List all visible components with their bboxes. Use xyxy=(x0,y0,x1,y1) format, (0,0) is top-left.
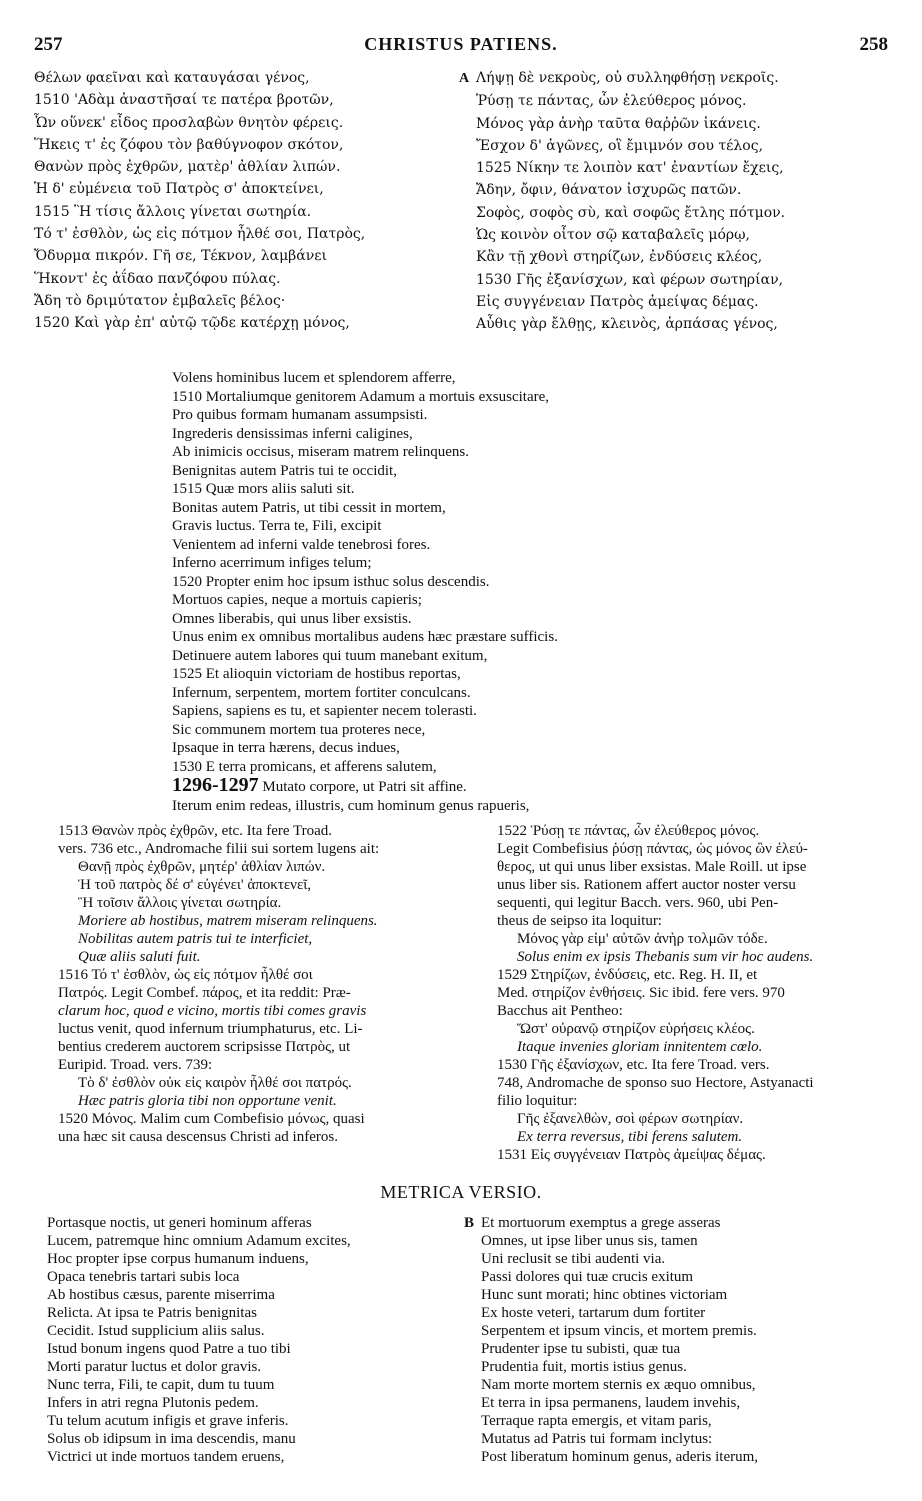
note-line: Ex terra reversus, tibi ferens salutem. xyxy=(517,1129,743,1145)
latin-verse: Ab inimicis occisus, miseram matrem relinquens. xyxy=(172,444,470,460)
note-line: Moriere ab hostibus, matrem miseram relinquens. xyxy=(78,913,378,929)
greek-verse: Ἄδην, ὄφιν, θάνατον ἰσχυρῶς πατῶν. xyxy=(476,182,742,199)
note-line: Bacchus ait Pentheo: xyxy=(497,1003,623,1019)
metrica-verse: Istud bonum ingens quod Patre a tuo tibi xyxy=(47,1341,291,1357)
latin-verse: Pro quibus formam humanam assumpsisti. xyxy=(172,407,428,423)
metrica-verse: Prudentia fuit, mortis istius genus. xyxy=(481,1359,687,1375)
note-line: Πατρός. Legit Combef. πάρος, et ita reddit: Præ- xyxy=(58,985,351,1001)
note-line: Solus enim ex ipsis Thebanis sum vir hoc audens. xyxy=(517,949,814,965)
note-line: 1516 Τό τ' ἐσθλὸν, ὡς εἰς πότμον ἦλθέ σοι xyxy=(58,967,313,983)
note-line: 1531 Εἰς συγγένειαν Πατρὸς ἀμείψας δέμας. xyxy=(497,1147,766,1163)
metrica-verse: Tu telum acutum infigis et grave inferis. xyxy=(47,1413,289,1429)
section-marker-a: A xyxy=(459,71,470,86)
note-line: bentius crederem auctorem scripsisse Πατρὸς, ut xyxy=(58,1039,351,1055)
greek-text-right-column xyxy=(459,67,889,336)
metrica-verse: Nam morte mortem sternis ex æquo omnibus, xyxy=(481,1377,756,1393)
note-line: Τὸ δ' ἐσθλὸν οὐκ εἰς καιρὸν ἦλθέ σοι πατρός. xyxy=(78,1075,352,1091)
metrica-verse: Omnes, ut ipse liber unus sis, tamen xyxy=(481,1233,698,1249)
metrica-right-column xyxy=(464,1214,904,1466)
note-line: Μόνος γὰρ εἰμ' αὐτῶν ἀνὴρ τολμῶν τόδε. xyxy=(517,931,768,947)
greek-verse: Ῥύσῃ τε πάντας, ὧν ἐλεύθερος μόνος. xyxy=(476,93,747,110)
note-line: Hæc patris gloria tibi non opportune venit. xyxy=(78,1093,337,1109)
greek-verse: Ὡς κοινὸν οἶτον σῷ καταβαλεῖς μόρῳ, xyxy=(476,227,750,244)
note-line: filio loquitur: xyxy=(497,1093,578,1109)
metrica-verse: Uni reclusit se tibi audenti via. xyxy=(481,1251,666,1267)
metrica-left-column xyxy=(47,1214,465,1466)
latin-verse: Unus enim ex omnibus mortalibus audens hæc præstare sufficis. xyxy=(172,629,558,645)
greek-verse: Σοφὸς, σοφὸς σὺ, καὶ σοφῶς ἔτλης πότμον. xyxy=(476,204,786,221)
notes-left-column xyxy=(58,822,466,1146)
greek-verse: 1530 Γῆς ἐξανίσχων, καὶ φέρων σωτηρίαν, xyxy=(476,271,784,288)
latin-verse: Iterum enim redeas, illustris, cum hominum genus rapueris, xyxy=(172,797,530,814)
note-line: 1522 Ῥύσῃ τε πάντας, ὧν ἐλεύθερος μόνος. xyxy=(497,823,760,839)
note-line: Quæ aliis saluti fuit. xyxy=(78,949,201,965)
latin-verse: 1525 Et alioquin victoriam de hostibus reportas, xyxy=(172,666,461,682)
greek-verse: Θανὼν πρὸς ἐχθρῶν, ματὲρ' ἀθλίαν λιπών. xyxy=(34,159,341,176)
greek-verse: 1515 Ἣ τίσις ἄλλοις γίνεται σωτηρία. xyxy=(34,203,312,220)
metrica-verse: Post liberatum hominum genus, aderis iterum, xyxy=(481,1449,759,1465)
note-line: Nobilitas autem patris tui te interficiet, xyxy=(78,931,313,947)
latin-verse: 1515 Quæ mors aliis saluti sit. xyxy=(172,481,355,497)
note-line: Ὥστ' οὐρανῷ στηρίζον εὑρήσεις κλέος. xyxy=(517,1021,755,1037)
latin-verse: Sapiens, sapiens es tu, et sapienter necem tolerasti. xyxy=(172,703,477,719)
metrica-verse: Serpentem et ipsum vincis, et mortem premis. xyxy=(481,1323,757,1339)
note-line: Γῆς ἐξανελθὼν, σοὶ φέρων σωτηρίαν. xyxy=(517,1111,744,1127)
greek-verse: Ὧν οὕνεκ' εἶδος προσλαβὼν θνητὸν φέρεις. xyxy=(34,114,344,131)
note-line: Itaque invenies gloriam innitentem cœlo. xyxy=(517,1039,763,1055)
note-line: Legit Combefisius ῥύσῃ πάντας, ὡς μόνος ὢν ἐλεύ- xyxy=(497,841,808,857)
metrica-verse: Ab hostibus cæsus, parente miserrima xyxy=(47,1287,275,1303)
latin-verse: Gravis luctus. Terra te, Fili, excipit xyxy=(172,518,382,534)
greek-verse: Ἄδη τὸ δριμύτατον ἐμβαλεῖς βέλος· xyxy=(34,292,286,309)
note-line: unus liber sis. Rationem affert auctor noster versu xyxy=(497,877,796,893)
greek-verse: Ἡ δ' εὐμένεια τοῦ Πατρὸς σ' ἀποκτείνει, xyxy=(34,181,324,198)
metrica-verse: Relicta. At ipsa te Patris benignitas xyxy=(47,1305,257,1321)
greek-verse: Λήψῃ δὲ νεκροὺς, οὐ συλληφθήσῃ νεκροῖς. xyxy=(476,70,779,86)
greek-verse: Θέλων φαεῖναι καὶ καταυγάσαι γένος, xyxy=(34,70,310,86)
latin-verse: 1530 E terra promicans, et afferens salutem, xyxy=(172,758,437,775)
latin-verse: Sic communem mortem tua proteres nece, xyxy=(172,721,426,738)
note-line: θερος, ut qui unus liber exsistas. Male Roill. ut ipse xyxy=(497,859,807,875)
note-line: theus de seipso ita loquitur: xyxy=(497,913,662,929)
greek-verse: Ἥκοντ' ἐς ἀΐδαο πανζόφου πύλας. xyxy=(34,270,281,287)
note-line: Med. στηρίζον ἐνθήσεις. Sic ibid. fere vers. 970 xyxy=(497,985,785,1001)
metrica-verse: Infers in atri regna Plutonis pedem. xyxy=(47,1395,259,1411)
latin-verse: 1510 Mortaliumque genitorem Adamum a mortuis exsuscitare, xyxy=(172,388,550,405)
section-marker-b: B xyxy=(464,1215,475,1231)
greek-verse: 1525 Νίκην τε λοιπὸν κατ' ἐναντίων ἔχεις, xyxy=(476,160,784,177)
metrica-verse: Terraque rapta emergis, et vitam paris, xyxy=(481,1413,712,1429)
note-line: Θανῇ πρὸς ἐχθρῶν, μητέρ' ἀθλίαν λιπών. xyxy=(78,859,326,875)
metrica-verse: Prudenter ipse tu subisti, quæ tua xyxy=(481,1341,681,1357)
metrica-verse: Et mortuorum exemptus a grege asseras xyxy=(481,1215,721,1231)
note-line: 1513 Θανὼν πρὸς ἐχθρῶν, etc. Ita fere Troad. xyxy=(58,823,333,839)
latin-verse: Inferno acerrimum infiges telum; xyxy=(172,555,372,571)
greek-verse: Ὄδυρμα πικρόν. Γῆ σε, Τέκνον, λαμβάνει xyxy=(34,248,327,265)
running-title: CHRISTUS PATIENS. xyxy=(364,34,558,54)
latin-verse: Benignitas autem Patris tui te occidit, xyxy=(172,462,397,479)
latin-verse: Volens hominibus lucem et splendorem afferre, xyxy=(172,370,456,386)
greek-verse: Εἰς συγγένειαν Πατρὸς ἀμείψας δέμας. xyxy=(476,293,759,310)
metrica-verse: Morti paratur luctus et dolor gravis. xyxy=(47,1359,262,1375)
greek-text-left-column xyxy=(34,67,444,335)
metrica-verse: Ex hoste veteri, tartarum dum fortiter xyxy=(481,1305,706,1321)
greek-verse: Κἂν τῇ χθονὶ στηρίζων, ἐνδύσεις κλέος, xyxy=(476,249,763,266)
note-line: 748, Andromache de sponso suo Hectore, Astyanacti xyxy=(497,1075,814,1091)
note-line: Ἣ τοῖσιν ἄλλοις γίνεται σωτηρία. xyxy=(78,895,282,911)
latin-verse: Infernum, serpentem, mortem fortiter conculcans. xyxy=(172,684,471,701)
latin-verse: Venientem ad inferni valde tenebrosi fores. xyxy=(172,536,431,553)
latin-translation xyxy=(172,369,782,815)
greek-verse: Ἥκεις τ' ἐς ζόφου τὸν βαθύγνοφον σκότον, xyxy=(34,136,344,153)
latin-verse: Detinuere autem labores qui tuum manebant exitum, xyxy=(172,647,488,664)
greek-verse: Τό τ' ἐσθλὸν, ὡς εἰς πότμον ἦλθέ σοι, Πατρὸς, xyxy=(34,226,366,243)
metrica-verse: Solus ob idipsum in ima descendis, manu xyxy=(47,1431,296,1447)
page-number-right: 258 xyxy=(859,34,888,55)
greek-verse: Ἔσχον δ' ἀγῶνες, οἳ ἔμιμνόν σου τέλος, xyxy=(476,137,764,154)
note-line: 1520 Μόνος. Malim cum Combefisio μόνως, quasi xyxy=(58,1111,365,1127)
metrica-verse: Portasque noctis, ut generi hominum afferas xyxy=(47,1215,312,1231)
metrica-versio-heading: METRICA VERSIO. xyxy=(380,1182,542,1202)
metrica-verse: Et terra in ipsa permanens, laudem invehis, xyxy=(481,1395,741,1411)
metrica-verse: Mutatus ad Patris tui formam inclytus: xyxy=(481,1431,713,1447)
note-line: 1530 Γῆς ἐξανίσχων, etc. Ita fere Troad. vers. xyxy=(497,1057,770,1073)
greek-verse: Αὖθις γὰρ ἔλθῃς, κλεινὸς, ἁρπάσας γένος, xyxy=(476,316,778,333)
note-line: Ἡ τοῦ πατρὸς δέ σ' εὐγένει' ἀποκτενεῖ, xyxy=(78,877,312,893)
latin-verse: Mortuos capies, neque a mortuis capieris; xyxy=(172,592,422,608)
latin-verse: Ipsaque in terra hærens, decus indues, xyxy=(172,740,400,756)
latin-verse: Bonitas autem Patris, ut tibi cessit in mortem, xyxy=(172,499,446,516)
note-line: 1529 Στηρίζων, ἐνδύσεις, etc. Reg. H. II, et xyxy=(497,967,758,983)
metrica-verse: Opaca tenebris tartari subis loca xyxy=(47,1269,240,1285)
metrica-verse: Victrici ut inde mortuos tandem eruens, xyxy=(47,1449,285,1465)
greek-verse: Μόνος γὰρ ἀνὴρ ταῦτα θαῤῥῶν ἱκάνεις. xyxy=(476,115,761,132)
metrica-verse: Hunc sunt morati; hinc obtines victoriam xyxy=(481,1287,728,1303)
page-number-left: 257 xyxy=(34,34,63,55)
running-header xyxy=(34,34,888,56)
greek-verse: 1520 Καὶ γὰρ ἐπ' αὐτῷ τῷδε κατέρχῃ μόνος, xyxy=(34,315,350,332)
latin-verse: Ingrederis densissimas inferni caligines, xyxy=(172,425,413,442)
metrica-verse: Passi dolores qui tuæ crucis exitum xyxy=(481,1269,694,1285)
latin-verse: Mutato corpore, ut Patri sit affine. xyxy=(262,779,467,795)
note-line: luctus venit, quod infernum triumphaturus, etc. Li- xyxy=(58,1021,363,1037)
note-line: una hæc sit causa descensus Christi ad inferos. xyxy=(58,1129,338,1145)
note-line: clarum hoc, quod e vicino, mortis tibi comes gravis xyxy=(58,1003,367,1019)
note-line: vers. 736 etc., Andromache filii sui sortem lugens ait: xyxy=(58,841,380,857)
metrica-verse: Hoc propter ipse corpus humanum induens, xyxy=(47,1251,309,1267)
latin-verse: Omnes liberabis, qui unus liber exsistis. xyxy=(172,610,412,627)
greek-verse: 1510 'Αδὰμ ἀναστῆσαί τε πατέρα βροτῶν, xyxy=(34,92,334,109)
notes-right-column xyxy=(497,822,895,1164)
note-line: Euripid. Troad. vers. 739: xyxy=(58,1057,213,1073)
metrica-verse: Nunc terra, Fili, te capit, dum tu tuum xyxy=(47,1377,275,1393)
latin-verse: 1520 Propter enim hoc ipsum isthuc solus descendis. xyxy=(172,573,490,590)
metrica-verse: Lucem, patremque hinc omnium Adamum excites, xyxy=(47,1233,351,1249)
metrica-verse: Cecidit. Istud supplicium aliis salus. xyxy=(47,1323,265,1339)
note-line: sequenti, qui legitur Bacch. vers. 960, ubi Pen- xyxy=(497,895,779,911)
column-reference: 1296-1297 xyxy=(172,776,259,796)
